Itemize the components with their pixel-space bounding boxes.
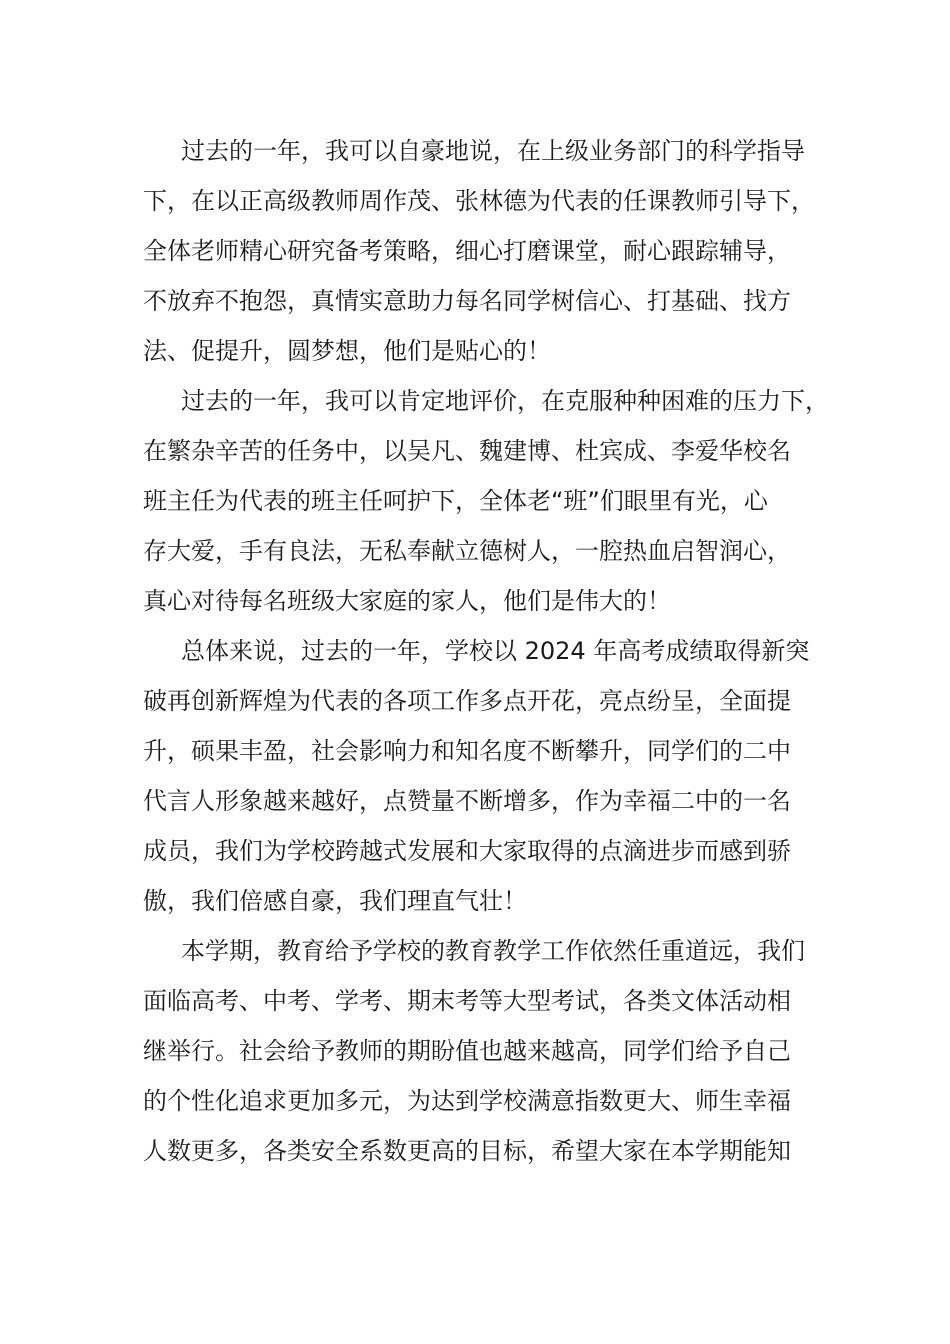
paragraph-3 — [143, 626, 823, 926]
text-line: 成员，我们为学校跨越式发展和大家取得的点滴进步而感到骄 — [143, 837, 791, 865]
text-line: 法、促提升，圆梦想，他们是贴心的！ — [143, 337, 551, 365]
text-line: 破再创新辉煌为代表的各项工作多点开花，亮点纷呈，全面提 — [143, 687, 791, 715]
text-line: 在繁杂辛苦的任务中，以吴凡、魏建博、杜宾成、李爱华校名 — [143, 437, 791, 465]
text-line: 继举行。社会给予教师的期盼值也越来越高，同学们给予自己 — [143, 1037, 791, 1065]
text-line: 升，硕果丰盈，社会影响力和知名度不断攀升，同学们的二中 — [143, 737, 791, 765]
paragraph-4 — [143, 926, 823, 1176]
text-line: 面临高考、中考、学考、期末考等大型考试，各类文体活动相 — [143, 987, 791, 1015]
text-line: 全体老师精心研究备考策略，细心打磨课堂，耐心跟踪辅导， — [143, 237, 791, 265]
text-line: 存大爱，手有良法，无私奉献立德树人，一腔热血启智润心， — [143, 537, 791, 565]
text-line: 不放弃不抱怨，真情实意助力每名同学树信心、打基础、找方 — [143, 287, 791, 315]
paragraph-1 — [143, 126, 823, 376]
text-line: 过去的一年，我可以自豪地说，在上级业务部门的科学指导 — [181, 137, 805, 165]
text-line: 下，在以正高级教师周作茂、张林德为代表的任课教师引导下， — [143, 187, 815, 215]
paragraph-2 — [143, 376, 829, 626]
text-line: 真心对待每名班级大家庭的家人，他们是伟大的！ — [143, 587, 671, 615]
text-line: 代言人形象越来越好，点赞量不断增多，作为幸福二中的一名 — [143, 787, 791, 815]
text-line: 班主任为代表的班主任呵护下，全体老“班”们眼里有光，心 — [143, 487, 768, 515]
text-line: 的个性化追求更加多元，为达到学校满意指数更大、师生幸福 — [143, 1087, 791, 1115]
text-line: 人数更多，各类安全系数更高的目标，希望大家在本学期能知 — [143, 1137, 791, 1165]
document-body — [143, 126, 829, 1176]
text-line: 过去的一年，我可以肯定地评价，在克服种种困难的压力下， — [181, 387, 829, 415]
text-line: 傲，我们倍感自豪，我们理直气壮！ — [143, 887, 527, 915]
text-line: 总体来说，过去的一年，学校以 2024 年高考成绩取得新突 — [181, 637, 810, 665]
text-line: 本学期，教育给予学校的教育教学工作依然任重道远，我们 — [181, 937, 805, 965]
